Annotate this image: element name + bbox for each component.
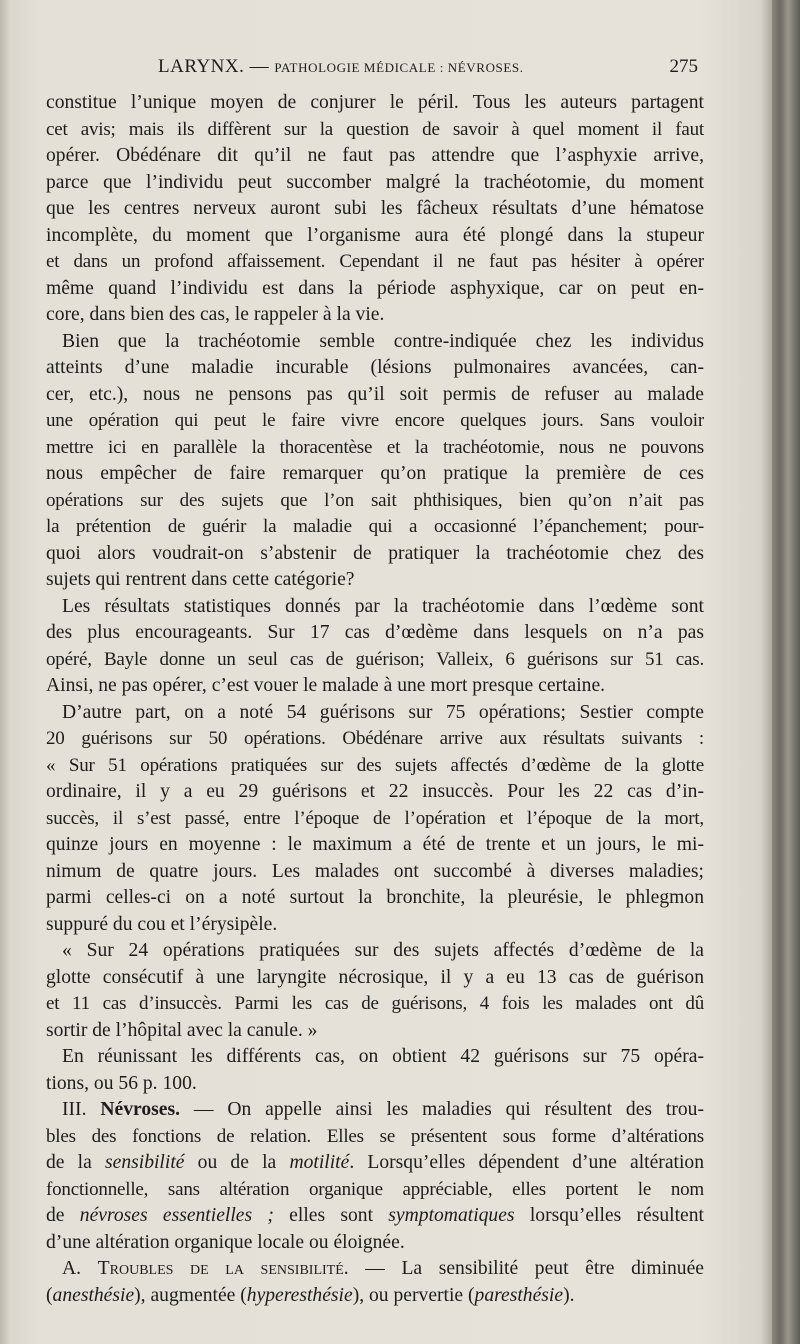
paragraph-lines [46,90,704,1097]
text-line: la prétention de guérir la maladie qui a occasionné l’épanchement; pour- [46,516,704,537]
text-line: quoi alors voudrait-on s’abstenir de pratiquer la trachéotomie chez des [46,542,704,564]
text-line: nimum de quatre jours. Les malades ont succombé à diverses maladies; [46,860,704,882]
text-line: opérations sur des sujets que l’on sait phthisiques, bien qu’on n’ait pas [46,489,704,511]
text-line: « Sur 24 opérations pratiquées sur des sujets affectés d’œdème de la [62,940,704,961]
page-number: 275 [669,56,698,77]
text-line: D’autre part, on a noté 54 guérisons sur 75 opérations; Sestier compte [62,701,704,723]
nevroses-line-2: bles des fonctions de relation. Elles se présentent sous forme d’altérations [46,1125,704,1147]
text-line: Ainsi, ne pas opérer, c’est vouer le malade à une mort presque certaine. [46,675,606,696]
text-line: parmi celles-ci on a noté surtout la bronchite, la pleurésie, le phlegmon [46,887,704,908]
subsection-letter: A. [62,1258,82,1279]
text-line: ordinaire, il y a eu 29 guérisons et 22 insuccès. Pour les 22 cas d’in- [46,781,704,802]
header-subtitle: PATHOLOGIE MÉDICALE : NÉVROSES. [274,60,524,75]
sensibilite-line-2: (anesthésie), augmentée (hyperesthésie), ou pervertie (paresthésie). [46,1284,575,1306]
subsection-heading: Troubles de la sensibilité. [97,1258,349,1279]
text-line: des plus encourageants. Sur 17 cas d’œdème dans lesquels on n’a pas [46,622,704,643]
text-line: tions, ou 56 p. 100. [46,1072,197,1094]
sensibilite-line-1: A. Troubles de la sensibilité. — La sensibilité peut être diminuée [62,1258,704,1279]
text-line: sortir de l’hôpital avec la canule. » [46,1019,318,1041]
text-line: atteints d’une maladie incurable (lésions pulmonaires avancées, can- [46,357,704,378]
text-line: et 11 cas d’insuccès. Parmi les cas de guérisons, 4 fois les malades ont dû [46,993,704,1014]
header-title: LARYNX. [158,56,245,77]
text-line: même quand l’individu est dans la période asphyxique, car on peut en- [46,277,704,299]
text-line: glotte consécutif à une laryngite nécrosique, il y a eu 13 cas de guérison [46,966,704,988]
text-line: cet avis; mais ils diffèrent sur la question de savoir à quel moment il faut [46,118,704,140]
text-line: 20 guérisons sur 50 opérations. Obédénare arrive aux résultats suivants : [46,728,704,749]
text-line: incomplète, du moment que l’organisme aura été plongé dans la stupeur [46,224,704,246]
section-number: III. [62,1099,87,1120]
text-line: En réunissant les différents cas, on obtient 42 guérisons sur 75 opéra- [62,1046,704,1067]
book-spine-edge [772,0,800,1344]
text-line: constitue l’unique moyen de conjurer le péril. Tous les auteurs partagent [46,92,704,113]
text-line: succès, il s’est passé, entre l’époque de l’opération et l’époque de la mort, [46,807,704,829]
text-line: et dans un profond affaissement. Cependant il ne faut pas hésiter à opérer [46,251,704,272]
text-line: quinze jours en moyenne : le maximum a été de trente et un jours, le mi- [46,834,704,855]
nevroses-line-4: fonctionnelle, sans altération organique appréciable, elles portent le nom [46,1178,704,1200]
nevroses-line-5: de névroses essentielles ; elles sont symptomatiques lorsqu’elles résultent [46,1205,704,1226]
text-line: opéré, Bayle donne un seul cas de guérison; Valleix, 6 guérisons sur 51 cas. [46,648,704,670]
text-line: parce que l’individu peut succomber malgré la trachéotomie, du moment [46,171,704,193]
text-line: mettre ici en parallèle la thoracentèse et la trachéotomie, nous ne pouvons [46,436,704,458]
text-line: core, dans bien des cas, le rappeler à la vie. [46,304,385,325]
text-line: Les résultats statistiques donnés par la trachéotomie dans l’œdème sont [62,595,704,617]
nevroses-line-3: de la sensibilité ou de la motilité. Lorsqu’elles dépendent d’une altération [46,1152,704,1173]
nevroses-line-1: III. Névroses. — On appelle ainsi les maladies qui résultent des trou- [62,1099,704,1120]
running-title [158,56,524,78]
text-line: que les centres nerveux auront subi les fâcheux résultats d’une hématose [46,198,704,219]
header-dash: — [249,56,270,77]
running-header [46,56,698,82]
nevroses-line-6: d’une altération organique locale ou éloignée. [46,1231,405,1253]
text-line: sujets qui rentrent dans cette catégorie? [46,569,355,590]
text-line: suppuré du cou et l’érysipèle. [46,913,278,935]
section-heading: Névroses. [100,1099,180,1120]
text-line: nous empêcher de faire remarquer qu’on pratique la première de ces [46,463,704,484]
text-line: « Sur 51 opérations pratiquées sur des sujets affectés d’œdème de la glotte [46,754,704,776]
text-line: Bien que la trachéotomie semble contre-indiquée chez les individus [62,330,704,352]
text-line: une opération qui peut le faire vivre encore quelques jours. Sans vouloir [46,410,704,431]
text-line: opérer. Obédénare dit qu’il ne faut pas attendre que l’asphyxie arrive, [46,145,704,166]
text-line: cer, etc.), nous ne pensons pas qu’il soit permis de refuser au malade [46,383,704,405]
body-text [46,90,704,1309]
